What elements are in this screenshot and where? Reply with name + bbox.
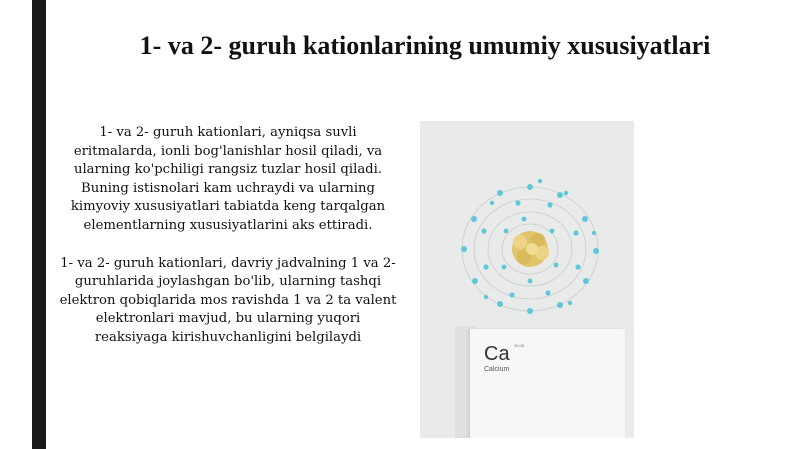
slide-title: 1- va 2- guruh kationlarining umumiy xususiyatlari <box>139 31 711 60</box>
element-symbol: Ca <box>484 343 510 365</box>
nucleus <box>512 231 549 267</box>
element-card <box>470 329 625 438</box>
body-text <box>58 124 398 348</box>
paragraph-1: 1- va 2- guruh kationlari, ayniqsa suvli eritmalarda, ionli bog'lanishlar hosil qiladi, va ularning ko'pchiligi rangsiz tuzlar hosil qiladi. Buning istisnolari kam uchraydi va ularning kimyoviy xususiyatlari tabiatda keng tarqalgan elementlarning xususiyatlarini aks ettiradi. <box>70 125 386 233</box>
element-name: Calcium <box>484 366 510 373</box>
paragraph-2: 1- va 2- guruh kationlari, davriy jadvalning 1 va 2- guruhlarida joylashgan bo'lib, ularning tashqi elektron qobiqlarida mos ravishda 1 va 2 ta valent elektronlari mavjud, bu ularning yuqori reaksiyaga kirishuvchanligini belgilaydi <box>59 255 397 345</box>
element-number: 40.08 <box>514 343 525 348</box>
calcium-atom-image <box>420 121 634 438</box>
left-accent-bar <box>32 0 46 449</box>
